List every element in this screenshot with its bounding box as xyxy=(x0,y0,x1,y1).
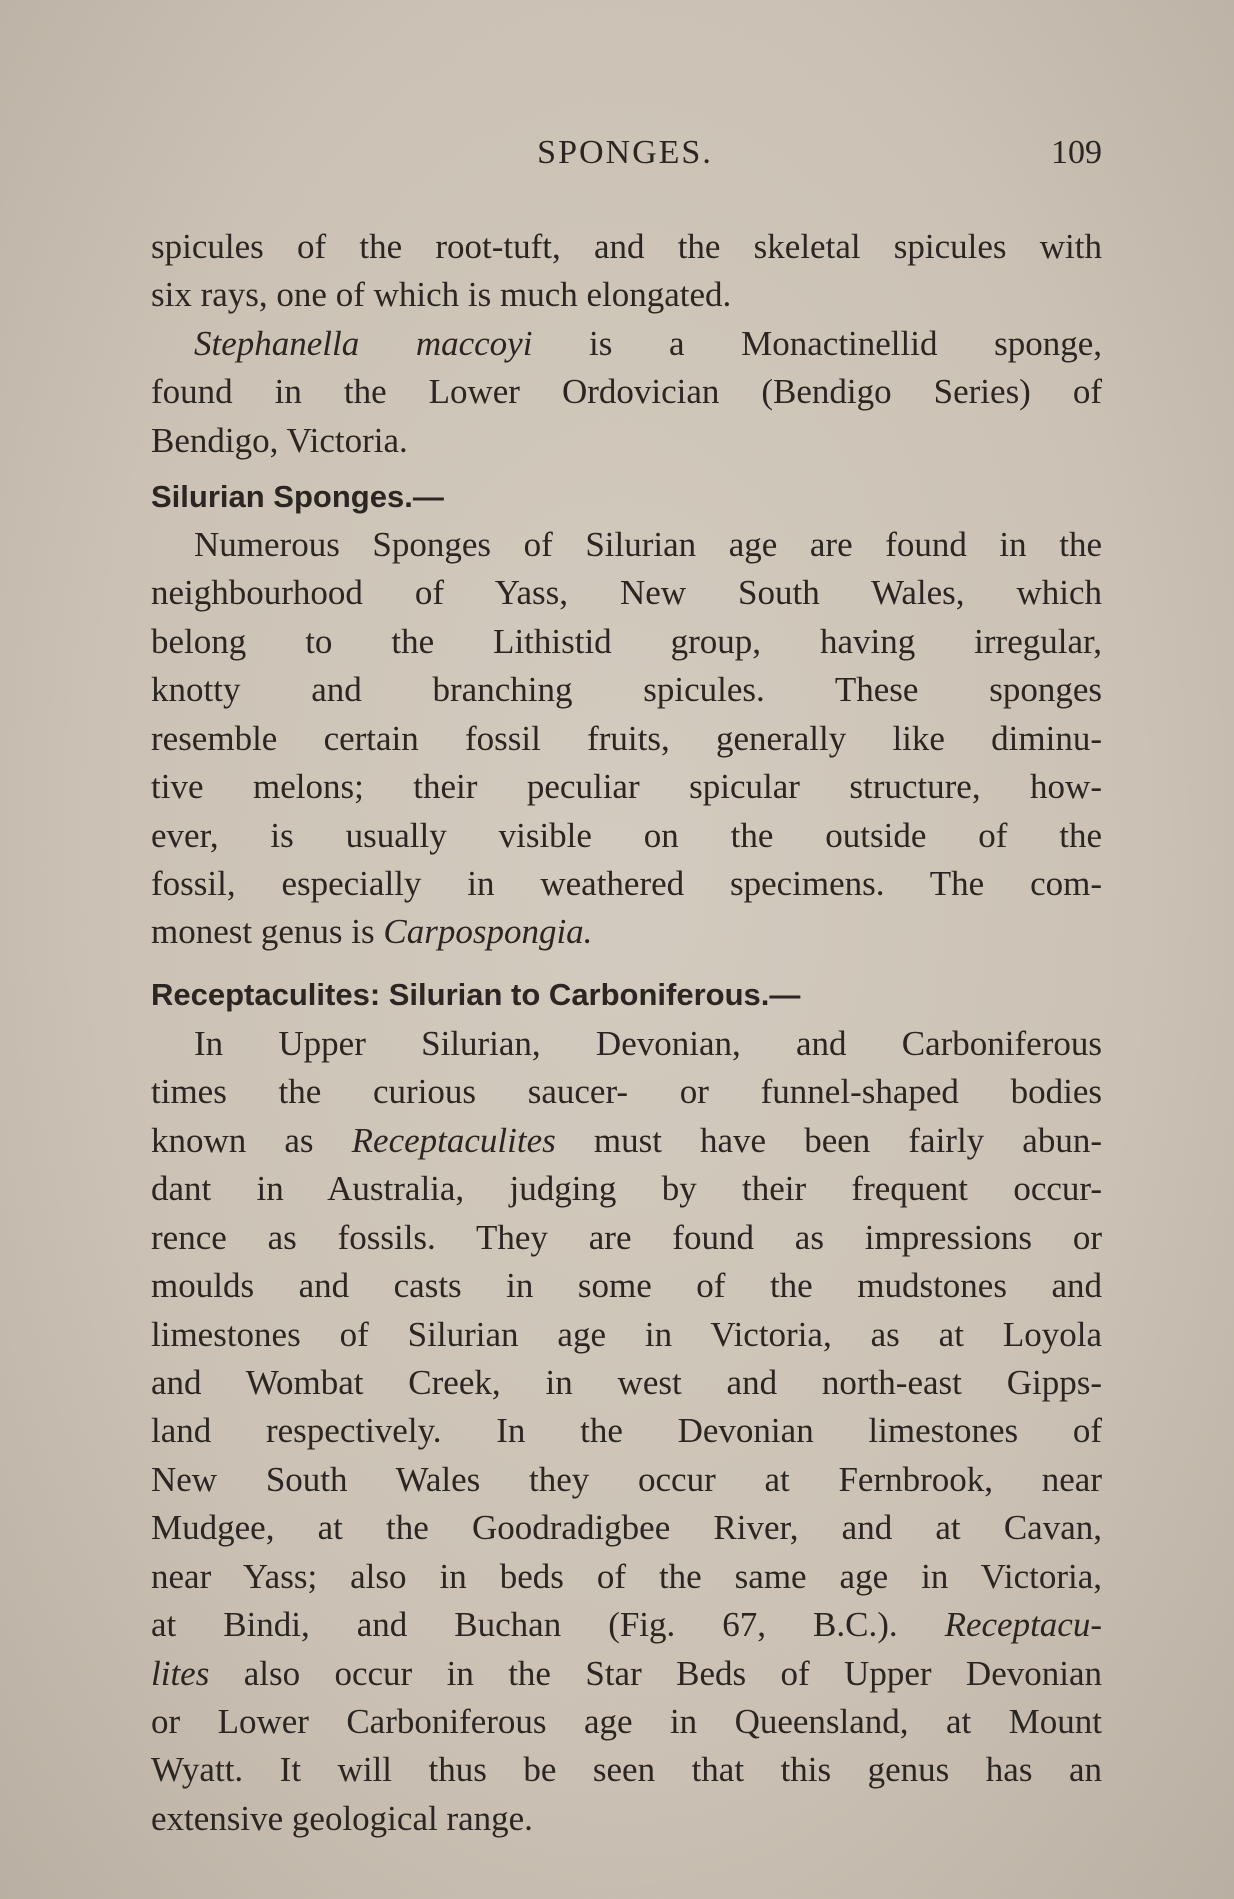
italic-text: Receptacu- xyxy=(944,1605,1102,1645)
text-run: land respectively. In the Devonian limestones of xyxy=(151,1411,1102,1451)
text-run: Receptaculites: Silurian to Carboniferous.— xyxy=(151,977,801,1013)
text-run: six rays, one of which is much elongated. xyxy=(151,275,732,315)
text-line xyxy=(151,715,1102,763)
text-line xyxy=(194,1020,1102,1068)
text-run: times the curious saucer- or funnel-shaped bodies xyxy=(151,1072,1102,1112)
text-line xyxy=(151,763,1102,811)
text-run: fossil, especially in weathered specimens. The com- xyxy=(151,864,1102,904)
italic-text: Carpospongia. xyxy=(383,912,593,952)
text-line xyxy=(151,223,1102,271)
text-line xyxy=(151,1359,1102,1407)
text-line xyxy=(151,1795,1102,1843)
text-run: Bendigo, Victoria. xyxy=(151,420,408,460)
text-run: monest genus is xyxy=(151,912,384,952)
text-line xyxy=(151,666,1102,714)
text-run: knotty and branching spicules. These sponges xyxy=(151,670,1102,710)
text-run: Silurian Sponges.— xyxy=(151,478,444,514)
text-run: or Lower Carboniferous age in Queensland, at Mount xyxy=(151,1702,1102,1742)
text-run: Wyatt. It will thus be seen that this genus has an xyxy=(151,1750,1102,1790)
text-line xyxy=(151,908,1102,956)
text-line xyxy=(151,618,1102,666)
text-run: resemble certain fossil fruits, generally like diminu- xyxy=(151,718,1102,758)
section-heading xyxy=(151,473,1102,521)
text-line xyxy=(151,1262,1102,1310)
text-line xyxy=(151,860,1102,908)
text-line xyxy=(194,320,1102,368)
page-number: 109 xyxy=(1051,134,1102,171)
text-run: New South Wales they occur at Fernbrook, near xyxy=(151,1459,1102,1499)
italic-text: Stephanella maccoyi xyxy=(194,323,533,363)
text-run: and Wombat Creek, in west and north-east Gipps- xyxy=(151,1362,1102,1402)
text-line xyxy=(151,1407,1102,1455)
text-line xyxy=(151,812,1102,860)
text-run: In Upper Silurian, Devonian, and Carboniferous xyxy=(194,1023,1102,1063)
text-run: also occur in the Star Beds of Upper Devonian xyxy=(209,1653,1102,1693)
text-line xyxy=(151,1746,1102,1794)
text-run: neighbourhood of Yass, New South Wales, which xyxy=(151,573,1102,613)
text-line xyxy=(151,1601,1102,1649)
text-line xyxy=(151,1165,1102,1213)
text-run: belong to the Lithistid group, having irregular, xyxy=(151,621,1102,661)
text-line xyxy=(151,417,1102,465)
text-line xyxy=(151,1311,1102,1359)
text-run: tive melons; their peculiar spicular structure, how- xyxy=(151,767,1102,807)
text-run: found in the Lower Ordovician (Bendigo Series) of xyxy=(151,372,1102,412)
text-run: limestones of Silurian age in Victoria, as at Loyola xyxy=(151,1314,1102,1354)
text-line xyxy=(151,1504,1102,1552)
text-run: moulds and casts in some of the mudstones and xyxy=(151,1266,1102,1306)
text-run: ever, is usually visible on the outside of the xyxy=(151,815,1102,855)
text-line xyxy=(151,569,1102,617)
italic-text: lites xyxy=(151,1653,210,1693)
text-line xyxy=(151,1214,1102,1262)
text-run: near Yass; also in beds of the same age in Victoria, xyxy=(151,1556,1102,1596)
italic-text: Receptaculites xyxy=(351,1120,556,1160)
text-run: extensive geological range. xyxy=(151,1798,533,1838)
text-run: spicules of the root-tuft, and the skeletal spicules with xyxy=(151,227,1102,267)
text-run: Numerous Sponges of Silurian age are found in the xyxy=(194,524,1102,564)
text-run: at Bindi, and Buchan (Fig. 67, B.C.). xyxy=(151,1605,945,1645)
text-run: rence as fossils. They are found as impressions or xyxy=(151,1217,1102,1257)
text-line xyxy=(151,1553,1102,1601)
running-head: SPONGES. xyxy=(537,134,713,171)
section-heading xyxy=(151,971,1102,1019)
text-line xyxy=(151,271,1102,319)
text-line xyxy=(151,1456,1102,1504)
text-run: Mudgee, at the Goodradigbee River, and at Cavan, xyxy=(151,1508,1102,1548)
text-line xyxy=(151,1068,1102,1116)
text-run: is a Monactinellid sponge, xyxy=(532,323,1102,363)
text-run: dant in Australia, judging by their frequent occur- xyxy=(151,1169,1102,1209)
text-line xyxy=(151,1117,1102,1165)
text-line xyxy=(151,1698,1102,1746)
text-line xyxy=(151,368,1102,416)
text-line xyxy=(151,1650,1102,1698)
text-run: must have been fairly abun- xyxy=(555,1120,1102,1160)
text-run: known as xyxy=(151,1120,352,1160)
text-line xyxy=(194,521,1102,569)
